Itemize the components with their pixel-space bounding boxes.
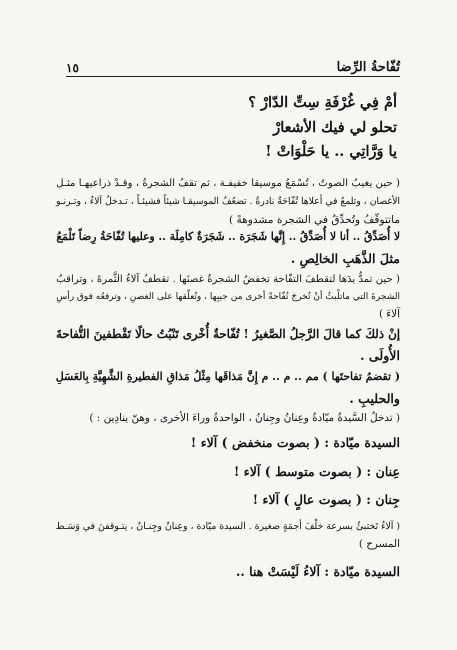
dialogue-line: جِنان : ( بصوت عالٍ ) آلاء ! <box>252 492 400 507</box>
verse-line: تحلو لي فيك الأشعارْ <box>273 119 397 136</box>
dialogue-line: عِنان : ( بصوت متوسط ) آلاء ! <box>233 464 400 479</box>
dialogue-line: ( تقضمُ تفاحتَها ) مم .. م .. م إِنَّ مَذاقَها مِثْلُ مَذاقِ الفطيرةِ الشَّهِيَّةِ بِالعَسَلِ <box>55 370 400 383</box>
stage-direction-line: ( تدخلُ السَّيدةُ ميّادةُ وعِنانُ وجِنانُ ، الواحدةُ وراءَ الأخرى ، وهنّ ينادِين : ) <box>89 412 400 424</box>
dialogue-line: مثلَ الذَّهَبِ الخالِصِ . <box>290 251 400 266</box>
dialogue-line: إنْ ذلكَ كما قالَ الرَّجلُ الصَّغيرُ ! تُفّاحةٌ أُخْرى تَنْبُتُ حالًا تَقْطفينَ التُّفاحةَ <box>55 327 400 341</box>
dialogue-line: والحليبِ . <box>349 391 400 406</box>
dialogue-line: الأُولَى . <box>360 348 400 363</box>
stage-direction-line: ( آلاءُ تَختبئُ بسرعة خلْفَ أجمَةٍ صغيرة . السيدة ميّادة ، وعِنانُ وجِنـانُ ، يتـوقفنَ في وَسَـط <box>55 521 400 532</box>
verse-line: أمْ فِي غُرْفَةِ سِتِّ الدّارْ ؟ <box>248 94 397 111</box>
running-title: تُفّاحةُ الرِّضا <box>336 60 400 75</box>
stage-direction-line: الشجرةَ التي ماتلْبثُ أنْ تُخرجَ تُفّاحةً أخرى من جيبِها ، وتُعلّقها على الغصنِ ، وترفعُه فوق رأسِ <box>56 292 400 302</box>
stage-direction-line: الأغصان ، وتلمعُ في أعلاها تُفّاحَةٌ نادرةٌ . تضعُفُ الموسيقـا شيئاً فشيئـاً ، تـدخلُ آلاءُ ، وتـرنـو <box>55 196 400 207</box>
stage-direction-line: آلاءَ ) <box>378 308 400 320</box>
stage-direction-line: ( حين تمدُّ يدَها لتقطفَ التفّاحة تخفضُ الشجرةُ غصنَها . تقطفُ آلاءُ الثَّمرةَ ، وتراقبُ <box>56 274 400 285</box>
stage-direction-line: المسرح ) <box>358 538 400 550</box>
verse-line: يا وَرَّاتِي .. يا حَلْوَاتْ ! <box>265 143 397 160</box>
page-number: ١٥ <box>66 61 79 75</box>
dialogue-line: السيدة ميّادة : ( بصوت منخفض ) آلاء ! <box>190 435 400 450</box>
page-header <box>66 58 400 77</box>
dialogue-line: السيدة ميّادة : آلاءُ لَيْسَتْ هنا .. <box>235 564 400 579</box>
stage-direction-line: ( حين يغيبُ الصوتُ ، تُسْمَعُ موسيقا خفيفـة ، ثم تقفُ الشجرةُ ، وقـدْ ذراعيهـا مثـل <box>56 177 400 189</box>
dialogue-line: لا أُصَدِّقُ .. أنا لا أُصَدِّقُ .. إِنَّها شَجَرَة .. شَجَرَةٌ كامِلَة .. وعليها تُفّاحَةُ رِضاً تَلْمَعُ <box>56 230 400 243</box>
stage-direction-line: ماتتوقّفُ وتُحدِّقُ في الشجرة مشدوهةً ) <box>228 214 400 226</box>
